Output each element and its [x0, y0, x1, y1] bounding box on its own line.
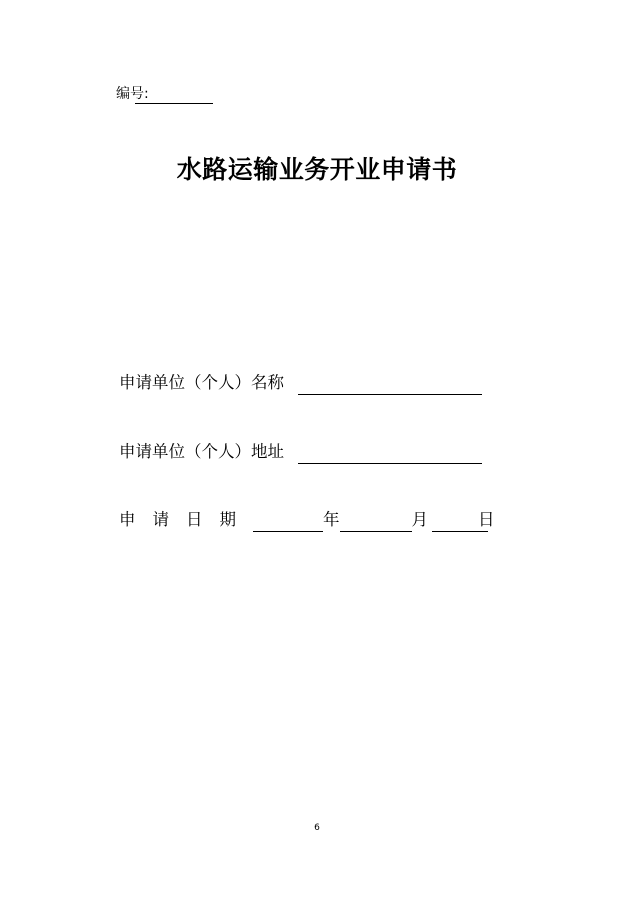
year-label: 年 [323, 510, 340, 529]
serial-number-blank[interactable] [135, 86, 213, 104]
serial-number-label: 编号: [116, 86, 149, 102]
month-blank[interactable] [340, 512, 412, 532]
day-label: 日 [478, 510, 495, 529]
applicant-address-label: 申请单位（个人）地址 [119, 442, 284, 461]
document-title: 水路运输业务开业申请书 [176, 155, 458, 184]
page-number: 6 [314, 823, 320, 833]
applicant-address-blank[interactable] [298, 444, 482, 464]
serial-number-field [116, 84, 213, 104]
year-blank[interactable] [253, 512, 323, 532]
application-date-label: 申请日期 [119, 510, 253, 529]
applicant-name-label: 申请单位（个人）名称 [119, 373, 284, 392]
month-label: 月 [411, 510, 428, 529]
applicant-name-field [119, 371, 482, 395]
applicant-name-blank[interactable] [298, 375, 482, 395]
application-date-field [119, 508, 495, 532]
applicant-address-field [119, 440, 482, 464]
